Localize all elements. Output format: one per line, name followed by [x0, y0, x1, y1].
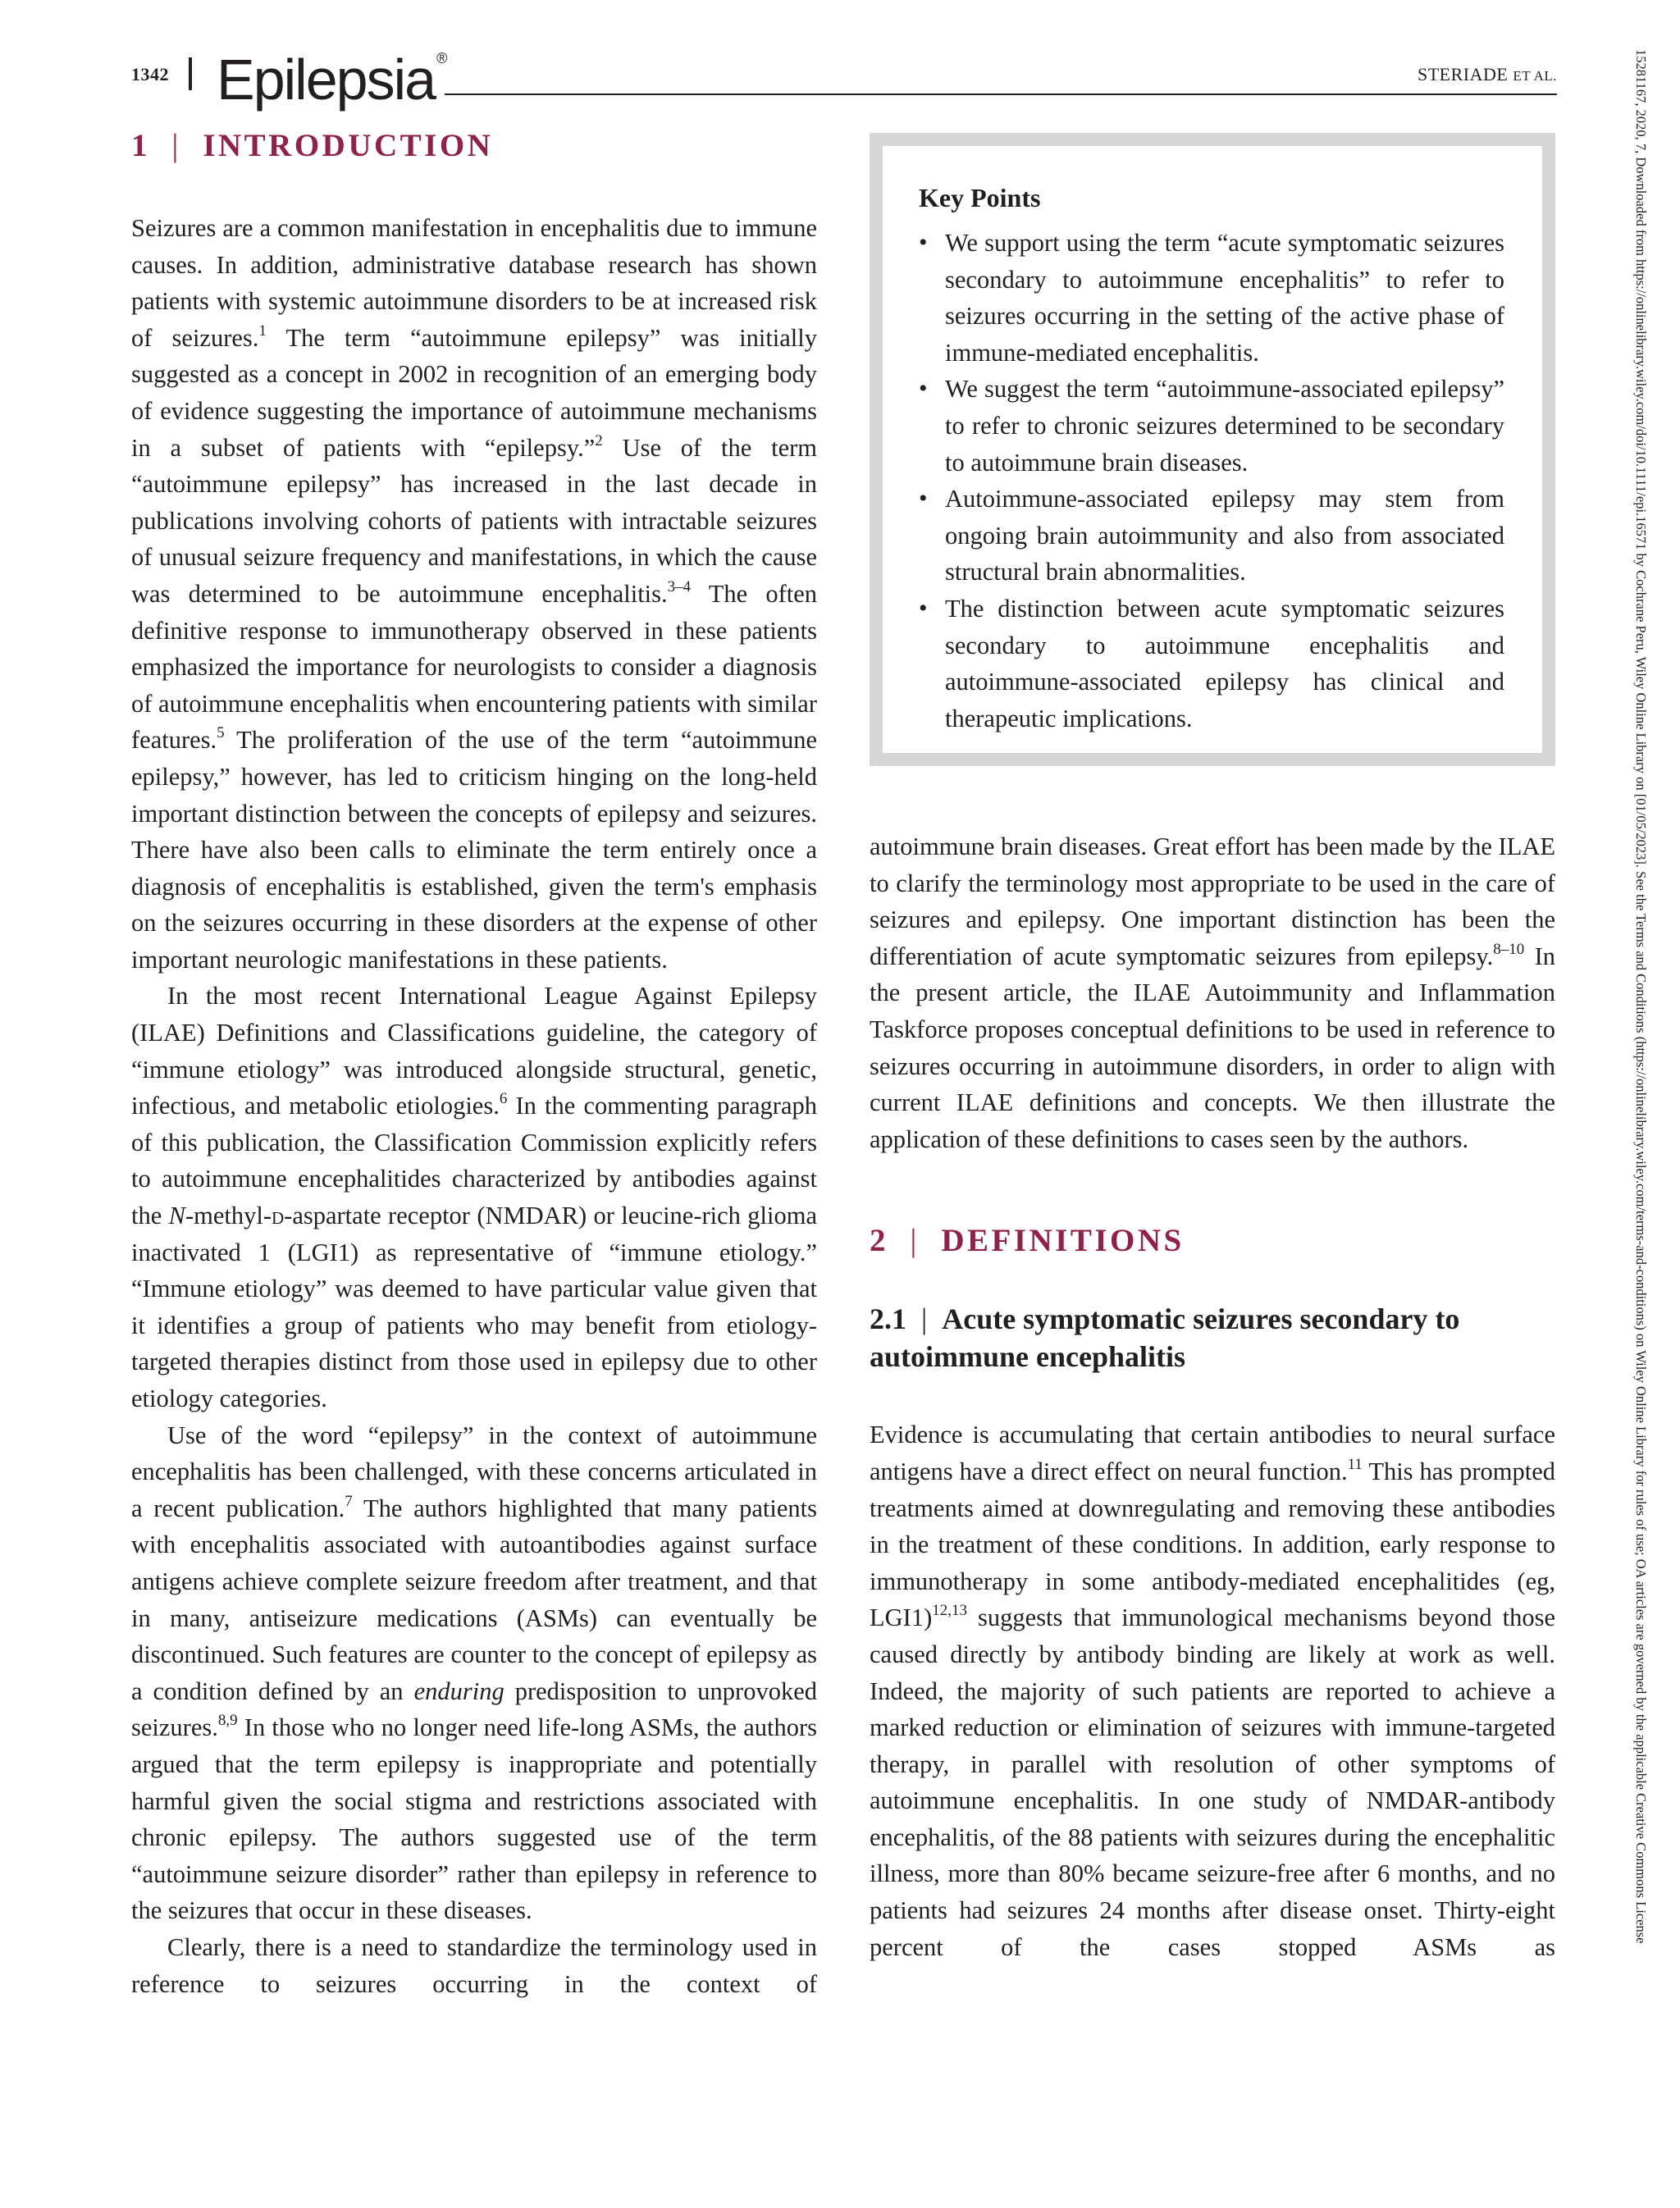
section-heading-definitions — [870, 1218, 1555, 1264]
running-head — [1418, 64, 1557, 85]
key-point-item — [919, 371, 1504, 481]
key-point-text: Autoimmune-associated epilepsy may stem from ongoing brain autoimmunity and also from associated structural brain abnormalities. — [945, 485, 1504, 586]
reference-marker[interactable]: 7 — [345, 1492, 353, 1510]
section-number: 2 — [870, 1223, 886, 1259]
registered-mark: ® — [436, 50, 448, 66]
subsection-title: Acute symptomatic seizures secondary to autoimmune encephalitis — [870, 1302, 1460, 1374]
intro-paragraph-2 — [131, 978, 817, 1416]
download-notice-text: 15281167, 2020, 7, Downloaded from https://onlinelibrary.wiley.com/doi/10.1111/epi.16571 by Cochrane Peru, Wiley Online Library on [01/05/2023]. See the Terms and Conditions (https://onlinelibrary.wiley.com/terms-and-conditions) on Wiley Online Library for rules of use; OA articles are governed by the applicable Creative Commons License — [1633, 49, 1649, 1944]
key-points-content — [919, 179, 1504, 737]
text-run: The authors highlighted that many patients with encephalitis associated with autoantibodies against surface antigens achieve complete seizure freedom after treatment, and that in many, antiseizure medications (ASMs) can eventually be discontinued. Such features are counter to the concept of epilepsy as a condition defined by an — [131, 1494, 817, 1705]
key-point-text: We suggest the term “autoimmune-associated epilepsy” to refer to chronic seizures determined to be secondary to autoimmune brain diseases. — [945, 375, 1504, 477]
text-run: -methyl- — [185, 1202, 272, 1230]
key-point-item — [919, 225, 1504, 371]
subsection-number: 2.1 — [870, 1302, 906, 1336]
header-divider — [189, 57, 192, 90]
text-run: In the present article, the ILAE Autoimmunity and Inflammation Taskforce proposes conceptual definitions to be used in reference to seizures occurring in autoimmune disorders, in order to align with current ILAE definitions and concepts. We then illustrate the application of these definitions to cases seen by the authors. — [870, 942, 1555, 1153]
intro-paragraph-3 — [131, 1417, 817, 1929]
key-point-text: We support using the term “acute symptomatic seizures secondary to autoimmune encephalitis” to refer to seizures occurring in the setting of the active phase of immune-mediated encephalitis. — [945, 229, 1504, 367]
text-run: predisposition to unprovoked seizures. — [131, 1677, 817, 1742]
text-run: The often definitive response to immunotherapy observed in these patients emphasized the importance for neurologists to consider a diagnosis of autoimmune encephalitis when encountering patients with similar features. — [131, 579, 817, 755]
text-run: Seizures are a common manifestation in encephalitis due to immune causes. In addition, administrative database research has shown patients with systemic autoimmune disorders to be at increased risk of seizures. — [131, 214, 817, 352]
text-run: This has prompted treatments aimed at downregulating and removing these antibodies in the treatment of these conditions. In addition, early response to immunotherapy in some antibody-mediated encephalitides (eg, LGI1) — [870, 1457, 1555, 1632]
reference-marker[interactable]: 8,9 — [217, 1712, 238, 1730]
key-points-list — [919, 225, 1504, 737]
reference-marker[interactable]: 2 — [595, 431, 603, 449]
running-head-etal: ET AL. — [1513, 68, 1557, 84]
key-point-text: The distinction between acute symptomatic seizures secondary to autoimmune encephalitis and autoimmune-associated epilepsy has clinical and therapeutic implications. — [945, 594, 1504, 732]
text-run: Use of the term “autoimmune epilepsy” has increased in the last decade in publications involving cohorts of patients with intractable seizures of unusual seizure frequency and manifestations, in which the cause was determined to be autoimmune encephalitis. — [131, 433, 817, 608]
definitions-paragraph-1 — [870, 1416, 1555, 1965]
subsection-separator: | — [921, 1302, 928, 1336]
text-run: The term “autoimmune epilepsy” was initially suggested as a concept in 2002 in recognition of an emerging body of evidence suggesting the importance of autoimmune mechanisms in a subset of patients with “epilepsy.” — [131, 323, 817, 462]
text-run: Use of the word “epilepsy” in the context of autoimmune encephalitis has been challenged, with these concerns articulated in a recent publication. — [131, 1421, 817, 1522]
reference-marker[interactable]: 12,13 — [932, 1602, 967, 1620]
left-column — [131, 123, 817, 2002]
bullet-icon: • — [919, 485, 928, 513]
running-head-author: STERIADE — [1417, 64, 1509, 84]
bullet-icon: • — [919, 594, 928, 622]
right-column — [870, 828, 1555, 1965]
download-notice — [1631, 49, 1655, 2149]
text-run: In the commenting paragraph of this publication, the Classification Commission explicitly refers to autoimmune encephalitides characterized by antibodies against the — [131, 1092, 817, 1230]
text-run: The proliferation of the use of the term “autoimmune epilepsy,” however, has led to criticism hinging on the long-held important distinction between the concepts of epilepsy and seizures. There have also been calls to eliminate the term entirely once a diagnosis of encephalitis is established, given the term's emphasis on the seizures occurring in these disorders at the expense of other important neurologic manifestations in these patients. — [131, 726, 817, 974]
text-run: -aspartate receptor (NMDAR) or leucine-rich glioma inactivated 1 (LGI1) as representative of “immune etiology.” “Immune etiology” was deemed to have particular value given that it identifies a group of patients who may benefit from etiology-targeted therapies distinct from those used in epilepsy due to other etiology categories. — [131, 1202, 817, 1412]
bullet-icon: • — [919, 229, 928, 256]
small-caps-text: d — [272, 1202, 285, 1230]
reference-marker[interactable]: 5 — [217, 724, 225, 742]
reference-marker[interactable]: 6 — [499, 1090, 508, 1108]
italic-text: enduring — [413, 1677, 504, 1705]
text-run: Evidence is accumulating that certain antibodies to neural surface antigens have a direct effect on neural function. — [870, 1421, 1555, 1485]
key-point-item — [919, 591, 1504, 737]
header-rule — [445, 94, 1557, 95]
reference-marker[interactable]: 11 — [1347, 1455, 1363, 1473]
subsection-heading-2-1 — [870, 1300, 1555, 1375]
reference-marker[interactable]: 8–10 — [1493, 940, 1525, 958]
journal-logo — [217, 48, 448, 112]
text-run: In those who no longer need life-long ASMs, the authors argued that the term epilepsy is inappropriate and potentially harmful given the social stigma and restrictions associated with chronic epilepsy. The authors suggested use of the term “autoimmune seizure disorder” rather than epilepsy in reference to the seizures that occur in these diseases. — [131, 1713, 817, 1925]
text-run: In the most recent International League Against Epilepsy (ILAE) Definitions and Classifications guideline, the category of “immune etiology” was introduced alongside structural, genetic, infectious, and metabolic etiologies. — [131, 982, 817, 1120]
text-run: suggests that immunological mechanisms beyond those caused directly by antibody binding are likely at work as well. Indeed, the majority of such patients are reported to achieve a marked reduction or elimination of seizures with immune-targeted therapy, in parallel with resolution of other symptoms of autoimmune encephalitis. In one study of NMDAR-antibody encephalitis, of the 88 patients with seizures during the encephalitic illness, more than 80% became seizure-free after 6 months, and no patients had seizures 24 months after disease onset. Thirty-eight percent of the cases stopped ASMs as — [870, 1604, 1555, 1961]
section-title: DEFINITIONS — [941, 1223, 1185, 1259]
section-number: 1 — [131, 128, 148, 163]
key-points-box — [870, 133, 1555, 766]
page-number: 1342 — [131, 64, 169, 84]
text-run: autoimmune brain diseases. Great effort has been made by the ILAE to clarify the terminology most appropriate to be used in the care of seizures and epilepsy. One important distinction has been the differentiation of acute symptomatic seizures from epilepsy. — [870, 833, 1555, 970]
reference-marker[interactable]: 1 — [258, 322, 267, 340]
key-point-item — [919, 481, 1504, 591]
text-run: Clearly, there is a need to standardize the terminology used in reference to seizures occurring in the context of — [131, 1932, 817, 1998]
section-separator: | — [171, 128, 179, 163]
bullet-icon: • — [919, 375, 928, 403]
section-heading-introduction — [131, 123, 817, 169]
intro-paragraph-1 — [131, 210, 817, 978]
reference-marker[interactable]: 3–4 — [667, 577, 692, 595]
italic-text: N — [168, 1202, 185, 1230]
intro-paragraph-4 — [131, 1929, 817, 2002]
section-separator: | — [910, 1223, 917, 1259]
intro-continuation-paragraph — [870, 828, 1555, 1157]
journal-name: Epilepsia — [217, 48, 436, 112]
key-points-title: Key Points — [919, 183, 1041, 212]
section-title: INTRODUCTION — [203, 128, 494, 163]
